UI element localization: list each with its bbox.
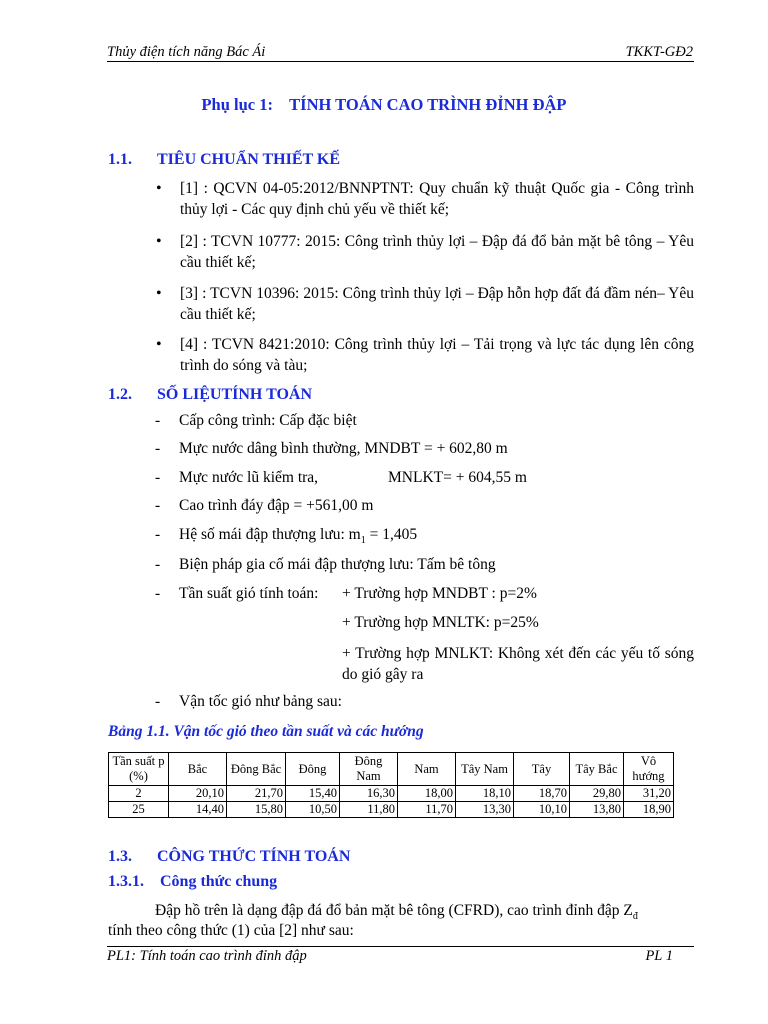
- dash-marker: -: [155, 469, 161, 486]
- section-title: SỐ LIỆUTÍNH TOÁN: [157, 386, 313, 403]
- dash-marker: -: [155, 440, 161, 457]
- list-item-text: Cấp công trình: Cấp đặc biệt: [179, 412, 357, 429]
- bullet-icon: •: [156, 336, 162, 353]
- table-header-cell: Đông Bắc: [227, 753, 286, 786]
- footer-left-text: PL1: Tính toán cao trình đỉnh đập: [107, 948, 307, 964]
- paragraph-subscript: đ: [632, 911, 638, 923]
- bullet-icon: •: [156, 233, 162, 250]
- list-item-text: [2] : TCVN 10777: 2015: Công trình thủy lợi – Đập đá đổ bản mặt bê tông – Yêu cầu thiết kế;: [180, 233, 694, 271]
- dash-marker: -: [155, 556, 161, 573]
- section-title: CÔNG THỨC TÍNH TOÁN: [157, 848, 351, 865]
- section-number: 1.3.: [108, 848, 132, 865]
- list-item-text: [3] : TCVN 10396: 2015: Công trình thủy lợi – Đập hỗn hợp đất đá đầm nén– Yêu cầu thiết kế;: [180, 285, 694, 323]
- table-row: [109, 802, 674, 818]
- list-item-text: Vận tốc gió như bảng sau:: [179, 693, 342, 710]
- footer-page-number: PL 1: [645, 948, 673, 964]
- table-row: [109, 786, 674, 802]
- table-header-cell: Tần suất p (%): [109, 753, 169, 786]
- table-cell: 10,10: [514, 802, 570, 818]
- list-item: [156, 178, 694, 220]
- table-cell: 14,40: [169, 802, 227, 818]
- subsection-number: 1.3.1.: [108, 873, 144, 890]
- table-header-row: [109, 753, 674, 786]
- list-item-text: Cao trình đáy đập = +561,00 m: [179, 497, 374, 514]
- table-header-cell: Vô hướng: [624, 753, 674, 786]
- table-cell: 11,70: [398, 802, 456, 818]
- table-cell: 18,70: [514, 786, 570, 802]
- table-cell: 10,50: [286, 802, 340, 818]
- table-header-cell: Nam: [398, 753, 456, 786]
- table-cell: 15,40: [286, 786, 340, 802]
- table-cell: 2: [109, 786, 169, 802]
- table-cell: 21,70: [227, 786, 286, 802]
- section-number: 1.2.: [108, 386, 132, 403]
- paragraph-line: tính theo công thức (1) của [2] như sau:: [108, 922, 354, 939]
- dash-marker: -: [155, 412, 161, 429]
- slope-value: = 1,405: [365, 526, 418, 543]
- table-cell: 13,30: [456, 802, 514, 818]
- table-cell: 29,80: [570, 786, 624, 802]
- dash-marker: -: [155, 526, 161, 543]
- list-item-text: Biện pháp gia cố mái đập thượng lưu: Tấm bê tông: [179, 556, 496, 573]
- slope-label: Hệ số mái đập thượng lưu: m: [179, 526, 361, 543]
- header-left-text: Thủy điện tích năng Bác Ái: [107, 44, 266, 60]
- table-cell: 20,10: [169, 786, 227, 802]
- dash-marker: -: [155, 693, 161, 710]
- list-item-text: [4] : TCVN 8421:2010: Công trình thủy lợi – Tải trọng và lực tác dụng lên công trình do sóng và tàu;: [180, 336, 694, 374]
- page-title: Phụ lục 1: TÍNH TOÁN CAO TRÌNH ĐỈNH ĐẬP: [201, 95, 567, 114]
- table-header-cell: Đông: [286, 753, 340, 786]
- list-item-text: Mực nước lũ kiểm tra,: [179, 469, 319, 486]
- section-title: TIÊU CHUẨN THIẾT KẾ: [157, 151, 341, 168]
- table-cell: 18,00: [398, 786, 456, 802]
- list-item-value: MNLKT= + 604,55 m: [388, 469, 527, 486]
- list-item-text: [1] : QCVN 04-05:2012/BNNPTNT: Quy chuẩn kỹ thuật Quốc gia - Công trình thủy lợi - Các quy định chủ yếu về thiết kế;: [180, 180, 694, 218]
- bullet-icon: •: [156, 180, 162, 197]
- list-item-value: + Trường hợp MNLKT: Không xét đến các yếu tố sóng do gió gây ra: [342, 645, 694, 683]
- table-header-cell: Đông Nam: [340, 753, 398, 786]
- table-cell: 13,80: [570, 802, 624, 818]
- table-caption: Bảng 1.1. Vận tốc gió theo tần suất và các hướng: [108, 723, 424, 740]
- dash-marker: -: [155, 585, 161, 602]
- table-cell: 16,30: [340, 786, 398, 802]
- list-item: [156, 334, 694, 376]
- header-right-text: TKKT-GĐ2: [625, 44, 693, 60]
- wind-speed-table: [108, 752, 674, 818]
- header-divider: [107, 61, 694, 62]
- list-item-text: Mực nước dâng bình thường, MNDBT = + 602,80 m: [179, 440, 508, 457]
- list-item: [156, 231, 694, 273]
- section-number: 1.1.: [108, 151, 132, 168]
- table-header-cell: Tây Nam: [456, 753, 514, 786]
- table-cell: 18,90: [624, 802, 674, 818]
- table-cell: 18,10: [456, 786, 514, 802]
- table-header-cell: Bắc: [169, 753, 227, 786]
- list-item-value: + Trường hợp MNLTK: p=25%: [342, 614, 539, 631]
- footer-divider: [107, 946, 694, 947]
- table-cell: 31,20: [624, 786, 674, 802]
- list-item: [156, 283, 694, 325]
- paragraph-text: Đập hồ trên là dạng đập đá đổ bản mặt bê tông (CFRD), cao trình đỉnh đập Z: [155, 902, 633, 919]
- list-item-text: [179, 526, 417, 546]
- subsection-title: Công thức chung: [160, 873, 278, 890]
- list-item-value: + Trường hợp MNDBT : p=2%: [342, 585, 537, 602]
- dash-marker: -: [155, 497, 161, 514]
- table-cell: 11,80: [340, 802, 398, 818]
- list-item-text: Tần suất gió tính toán:: [179, 585, 319, 602]
- slope-subscript: 1: [360, 535, 366, 547]
- bullet-icon: •: [156, 285, 162, 302]
- table-cell: 15,80: [227, 802, 286, 818]
- table-cell: 25: [109, 802, 169, 818]
- table-header-cell: Tây: [514, 753, 570, 786]
- table-header-cell: Tây Bắc: [570, 753, 624, 786]
